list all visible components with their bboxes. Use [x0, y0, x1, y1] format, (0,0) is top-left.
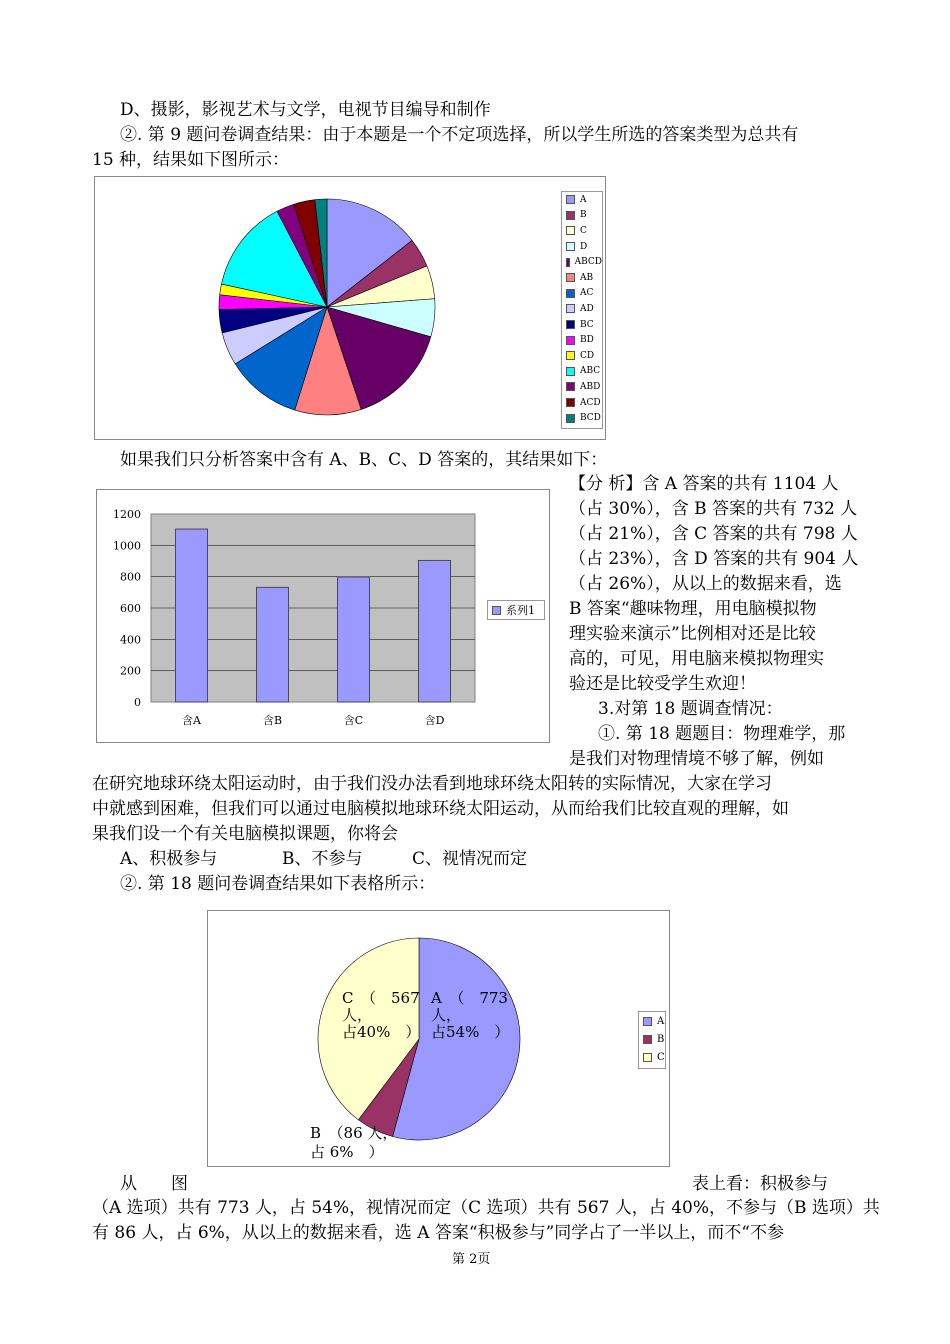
bar: [257, 587, 289, 702]
legend-item: [639, 1012, 665, 1030]
text-line: 有 86 人，占 6%，从以上的数据来看，选 A 答案“积极参与”同学占了一半以上，而不“不参: [92, 1223, 784, 1243]
text-line: 【分 析】含 A 答案的共有 1104 人: [569, 474, 839, 494]
legend-item: [639, 1048, 665, 1066]
legend-label: A: [657, 1015, 665, 1027]
text-line: 从 图: [120, 1174, 188, 1194]
legend-swatch: [566, 367, 575, 376]
text-line: 是我们对物理情境不够了解，例如: [569, 749, 824, 769]
legend-item: [562, 348, 602, 364]
legend-label: BD: [580, 335, 594, 346]
legend-item: [562, 208, 602, 224]
legend-item: [488, 601, 544, 619]
legend-item: [562, 301, 602, 317]
legend-swatch: [492, 606, 501, 615]
legend-item: [562, 223, 602, 239]
legend-swatch: [643, 1053, 652, 1062]
legend-item: [562, 332, 602, 348]
legend-label: C: [657, 1051, 665, 1063]
legend-swatch: [566, 195, 575, 204]
bar: [338, 577, 370, 702]
text-line: 表上看：积极参与: [692, 1174, 828, 1194]
legend-swatch: [566, 320, 575, 329]
legend-item: [562, 364, 602, 380]
legend-item: [562, 379, 602, 395]
legend-swatch: [566, 304, 575, 313]
legend-item: [639, 1030, 665, 1048]
legend-swatch: [566, 398, 575, 407]
bar: [419, 560, 451, 702]
pie-label-c-line: 占40% ）: [342, 1023, 421, 1041]
legend-label: ABCD: [574, 257, 602, 268]
text-line: 果我们设一个有关电脑模拟课题，你将会: [92, 824, 398, 844]
pie-label-b: [310, 1124, 397, 1162]
text-line: （占 26%），从以上的数据来看，选: [569, 574, 842, 594]
pie-chart-q9: [94, 176, 606, 440]
y-tick-label: 400: [120, 633, 141, 647]
legend-swatch: [566, 273, 575, 282]
text-line: 如果我们只分析答案中含有 A、B、C、D 答案的，其结果如下：: [120, 450, 608, 470]
legend-item: [562, 286, 602, 302]
x-tick-label: 含C: [343, 714, 364, 727]
bar-chart-abcd-plot: [97, 490, 549, 742]
y-tick-label: 0: [134, 696, 141, 709]
legend-item: [562, 395, 602, 411]
bar-chart-abcd: [96, 489, 550, 743]
legend-label: AD: [580, 303, 594, 314]
legend-label: B: [657, 1033, 665, 1045]
legend-item: [562, 410, 602, 426]
pie-label-a: [431, 990, 509, 1041]
legend-label: ACD: [580, 397, 601, 408]
text-line: （占 23%），含 D 答案的共有 904 人: [569, 549, 859, 569]
legend-item: [562, 254, 602, 270]
page-number: 第 2页: [452, 1252, 491, 1267]
legend-label: AB: [580, 272, 594, 283]
pie-label-b-line: B （86 人，: [310, 1124, 398, 1142]
legend-label: C: [580, 225, 587, 236]
text-line: 在研究地球环绕太阳运动时，由于我们没办法看到地球环绕太阳转的实际情况，大家在学习: [92, 774, 772, 794]
legend-label: 系列1: [506, 604, 535, 617]
legend-swatch: [566, 289, 575, 298]
pie-label-a-line: 占54% ）: [431, 1023, 510, 1041]
legend-label: ABD: [580, 381, 601, 392]
legend-item: [562, 192, 602, 208]
text-line: ①. 第 18 题题目：物理难学，那: [598, 724, 846, 744]
text-line: 15 种，结果如下图所示：: [92, 150, 290, 170]
option-a: A、积极参与: [120, 849, 218, 869]
legend-label: BC: [580, 319, 594, 330]
legend-swatch: [566, 414, 575, 423]
x-tick-label: 含D: [424, 714, 445, 727]
pie-label-a-line: 人，: [431, 1006, 462, 1024]
text-line: （占 30%），含 B 答案的共有 732 人: [569, 499, 858, 519]
option-b: B、不参与: [282, 849, 363, 869]
text-line: 中就感到困难，但我们可以通过电脑模拟地球环绕太阳运动，从而给我们比较直观的理解，如: [92, 799, 789, 819]
legend-item: [562, 270, 602, 286]
legend-swatch: [566, 351, 575, 360]
legend-swatch: [566, 226, 575, 235]
y-tick-label: 600: [120, 602, 141, 615]
legend-swatch: [643, 1035, 652, 1044]
text-line: 验还是比较受学生欢迎！: [569, 674, 756, 694]
legend-swatch: [566, 258, 570, 267]
legend-label: B: [580, 210, 587, 221]
text-line: D、摄影，影视艺术与文学，电视节目编导和制作: [120, 100, 491, 120]
text-line: ②. 第 18 题问卷调查结果如下表格所示：: [120, 874, 436, 894]
bar-chart-legend: [487, 600, 545, 620]
legend-label: A: [580, 194, 587, 205]
legend-swatch: [566, 382, 575, 391]
legend-label: CD: [580, 350, 595, 361]
pie-label-a-line: A （ 773: [431, 989, 508, 1007]
bar: [176, 529, 208, 702]
legend-label: ABC: [580, 366, 601, 377]
text-line: 3.对第 18 题调查情况：: [598, 699, 783, 719]
legend-swatch: [566, 211, 575, 220]
legend-label: D: [580, 241, 588, 252]
x-tick-label: 含B: [262, 714, 283, 727]
pie-chart-q9-plot: [95, 177, 605, 439]
legend-swatch: [566, 336, 575, 345]
legend-label: AC: [580, 288, 594, 299]
text-line: 高的，可见，用电脑来模拟物理实: [569, 649, 824, 669]
y-tick-label: 800: [120, 570, 141, 584]
x-tick-label: 含A: [182, 714, 201, 727]
text-line: B 答案“趣味物理，用电脑模拟物: [569, 599, 817, 619]
legend-label: BCD: [580, 413, 601, 424]
pie-label-c-line: C （ 567: [342, 989, 420, 1007]
y-tick-label: 1200: [113, 508, 141, 521]
pie-chart-q18-legend: [638, 1011, 666, 1069]
legend-item: [562, 239, 602, 255]
legend-item: [562, 317, 602, 333]
option-c: C、视情况而定: [412, 849, 528, 869]
pie-label-b-line: 占 6% ）: [310, 1143, 384, 1161]
y-tick-label: 200: [120, 664, 141, 678]
text-line: （A 选项）共有 773 人，占 54%，视情况而定（C 选项）共有 567 人，占 40%，不参与（B 选项）共: [92, 1198, 880, 1218]
text-line: ②. 第 9 题问卷调查结果：由于本题是一个不定项选择，所以学生所选的答案类型为总共有: [120, 125, 799, 145]
legend-swatch: [566, 242, 575, 251]
pie-chart-q9-legend: [561, 191, 603, 429]
pie-label-c-line: 人，: [342, 1006, 373, 1024]
legend-swatch: [643, 1017, 652, 1026]
y-tick-label: 1000: [113, 539, 141, 553]
text-line: （占 21%），含 C 答案的共有 798 人: [569, 524, 858, 544]
text-line: 理实验来演示”比例相对还是比较: [569, 624, 816, 644]
pie-label-c: [342, 990, 420, 1041]
